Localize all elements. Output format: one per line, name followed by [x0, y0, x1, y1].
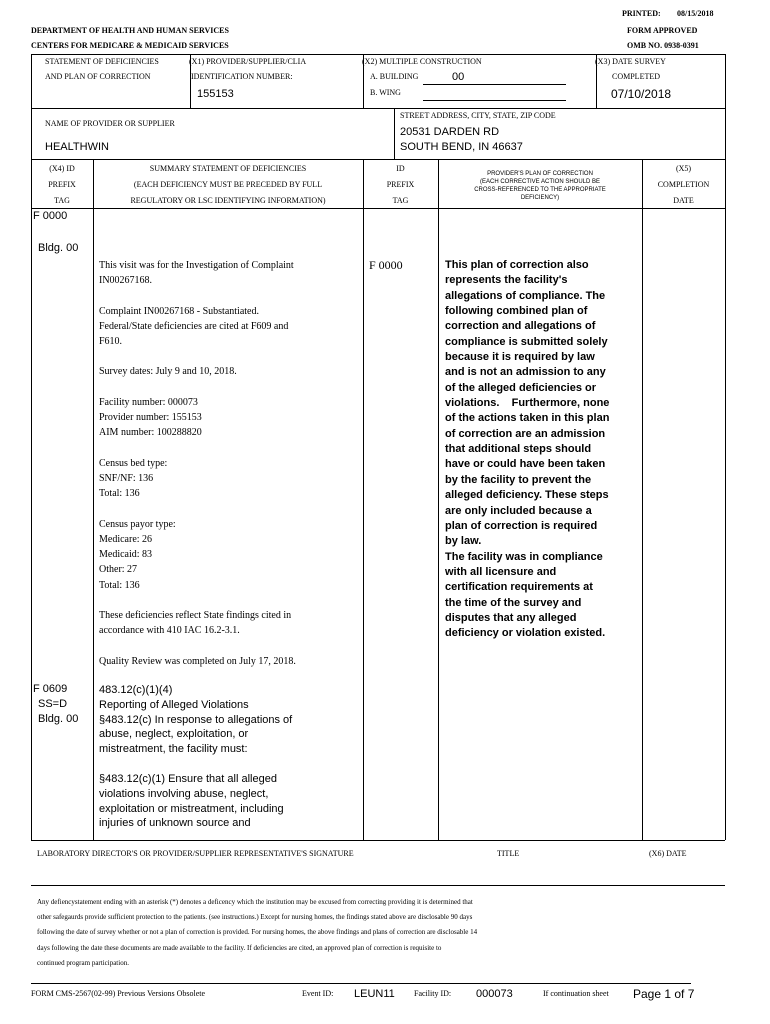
department-name: DEPARTMENT OF HEALTH AND HUMAN SERVICES: [31, 26, 229, 35]
address-line-1: 20531 DARDEN RD: [400, 126, 500, 138]
centers-name: CENTERS FOR MEDICARE & MEDICAID SERVICES: [31, 41, 229, 50]
rule: [642, 159, 643, 840]
f609-line: injuries of unknown source and: [99, 817, 251, 830]
poc-header-4: DEFICIENCY): [520, 195, 560, 201]
summary-line: Census payor type:: [99, 518, 176, 530]
poc-line: of the actions taken in this plan: [445, 412, 610, 425]
x3-label-2: COMPLETED: [612, 72, 660, 81]
statement-label-1: STATEMENT OF DEFICIENCIES: [45, 57, 159, 66]
summary-line: Provider number: 155153: [99, 412, 202, 424]
event-id-label: Event ID:: [302, 989, 334, 998]
summary-line: Survey dates: July 9 and 10, 2018.: [99, 366, 237, 378]
signature-label: LABORATORY DIRECTOR'S OR PROVIDER/SUPPLIER REPRESENTATIVE'S SIGNATURE: [37, 849, 354, 858]
f609-line: Reporting of Alleged Violations: [99, 698, 249, 711]
f609-line: mistreatment, the facility must:: [99, 743, 248, 756]
printed-date: 08/15/2018: [677, 9, 714, 18]
address-label: STREET ADDRESS, CITY, STATE, ZIP CODE: [400, 111, 556, 120]
summary-header-1: SUMMARY STATEMENT OF DEFICIENCIES: [149, 164, 307, 173]
x1-label-2: IDENTIFICATION NUMBER:: [191, 72, 293, 81]
f609-line: violations involving abuse, neglect,: [99, 787, 269, 800]
disclaimer-line: following the date of survey whether or not a plan of correction is provided. For nursing homes, the above findings and plans of correction are disclosable 14: [37, 928, 478, 937]
x5-header-3: DATE: [673, 196, 694, 205]
poc-line: plan of correction is required: [445, 519, 598, 532]
poc-line: by law.: [445, 535, 482, 548]
poc-line: and is not an admission to any: [445, 366, 606, 379]
summary-line: AIM number: 100288820: [99, 427, 202, 439]
f609-line: exploitation or mistreatment, including: [99, 802, 284, 815]
x2-label: (X2) MULTIPLE CONSTRUCTION: [362, 57, 482, 66]
x3-label-1: (X3) DATE SURVEY: [595, 57, 666, 66]
summary-line: SNF/NF: 136: [99, 472, 154, 484]
event-id-value: LEUN11: [354, 988, 395, 1000]
x4-header-1: (X4) ID: [49, 164, 75, 173]
summary-line: Quality Review was completed on July 17, 2018.: [99, 655, 296, 667]
x4-header-2: PREFIX: [48, 180, 76, 189]
facility-id-value: 000073: [476, 988, 513, 1000]
poc-line: disputes that any alleged: [445, 611, 577, 624]
tag-f0000: F 0000: [33, 210, 68, 222]
facility-id-label: Facility ID:: [414, 989, 452, 998]
summary-line: Census bed type:: [99, 457, 168, 469]
x5-header-1: (X5): [675, 164, 692, 173]
f609-line: §483.12(c)(1) Ensure that all alleged: [99, 772, 277, 785]
summary-line: IN00267168.: [99, 275, 153, 287]
poc-line: that additional steps should: [445, 443, 592, 456]
poc-block: [445, 258, 609, 642]
tag-bldg-2: Bldg. 00: [38, 713, 79, 725]
poc-header-3: CROSS-REFERENCED TO THE APPROPRIATE: [474, 187, 606, 193]
x6-date-label: (X6) DATE: [649, 849, 687, 858]
summary-line: accordance with 410 IAC 16.2-3.1.: [99, 625, 240, 637]
rule: [31, 885, 725, 886]
poc-line: by the facility to prevent the: [445, 473, 592, 486]
poc-header-2: (EACH CORRECTIVE ACTION SHOULD BE: [479, 179, 601, 185]
survey-date-value: 07/10/2018: [611, 87, 672, 101]
tag-ss: SS=D: [38, 698, 68, 710]
summary-line: Total: 136: [99, 579, 140, 591]
summary-line: This visit was for the Investigation of Complaint: [99, 260, 294, 271]
rule: [363, 159, 364, 840]
poc-line: alleged deficiency. These steps: [445, 489, 609, 502]
rule: [31, 208, 725, 209]
summary-line: These deficiencies reflect State findings cited in: [99, 610, 292, 622]
summary-line: Total: 136: [99, 488, 140, 500]
summary-line: Federal/State deficiencies are cited at F609 and: [99, 320, 289, 332]
disclaimer-line: continued program participation.: [37, 958, 129, 967]
poc-line: have or could have been taken: [445, 458, 606, 471]
form-number: FORM CMS-2567(02-99) Previous Versions Obsolete: [31, 989, 206, 998]
poc-line: violations. Furthermore, none: [445, 397, 610, 410]
rule: [31, 840, 725, 841]
rule: [394, 108, 395, 160]
f609-line: abuse, neglect, exploitation, or: [99, 728, 249, 741]
building-underline: [423, 84, 566, 85]
summary-header-3: REGULATORY OR LSC IDENTIFYING INFORMATION): [130, 196, 326, 205]
summary-line: Other: 27: [99, 564, 138, 576]
disclaimer-line: other safegaurds provide sufficient protection to the patients. (see instructions.) Except for nursing homes, the findings stated above are disclosable 90 days: [37, 913, 473, 922]
poc-header-1: PROVIDER'S PLAN OF CORRECTION: [487, 171, 593, 177]
poc-line: following combined plan of: [445, 305, 588, 318]
f609-line: §483.12(c) In response to allegations of: [99, 713, 293, 726]
id-prefix-f0000: F 0000: [369, 258, 403, 272]
omb-number: OMB NO. 0938-0391: [627, 41, 699, 50]
title-label: TITLE: [497, 849, 520, 858]
summary-line: Complaint IN00267168 - Substantiated.: [99, 305, 259, 317]
poc-line: The facility was in compliance: [445, 550, 603, 563]
rule: [31, 159, 725, 160]
disclaimer-line: Any defiencystatement ending with an asterisk (*) denotes a deficency which the institution may be excused from correcting providing it is determined that: [37, 898, 473, 906]
rule: [31, 159, 32, 840]
poc-line: of the alleged deficiencies or: [445, 381, 596, 394]
poc-line: are only included because a: [445, 504, 592, 517]
rule: [725, 159, 726, 840]
tag-bldg-1: Bldg. 00: [38, 242, 79, 254]
f609-block: [99, 683, 292, 831]
x4-header-3: TAG: [54, 196, 70, 205]
poc-line: allegations of compliance. The: [445, 289, 606, 302]
statement-label-2: AND PLAN OF CORRECTION: [45, 72, 151, 81]
tag-f0609: F 0609: [33, 683, 68, 695]
building-label: A. BUILDING: [370, 72, 419, 81]
poc-line: with all licensure and: [445, 565, 557, 578]
id-header-2: PREFIX: [386, 180, 415, 189]
poc-line: deficiency or violation existed.: [445, 627, 606, 640]
building-value: 00: [452, 71, 465, 83]
rule: [438, 159, 439, 840]
provider-id-value: 155153: [197, 88, 234, 100]
disclaimer-block: [37, 895, 477, 971]
x1-label-1: (X1) PROVIDER/SUPPLIER/CLIA: [189, 57, 307, 66]
poc-line: correction and allegations of: [445, 320, 596, 333]
id-header-3: TAG: [392, 196, 409, 205]
poc-line: of correction are an admission: [445, 427, 606, 440]
rule: [93, 159, 94, 840]
poc-line: This plan of correction also: [445, 259, 589, 271]
f609-line: 483.12(c)(1)(4): [99, 684, 173, 696]
summary-header-2: (EACH DEFICIENCY MUST BE PRECEDED BY FULL: [133, 180, 323, 189]
poc-line: because it is required by law: [445, 351, 595, 364]
continuation-label: If continuation sheet: [543, 989, 609, 998]
printed-label: PRINTED:: [622, 9, 661, 18]
page-number: Page 1 of 7: [633, 987, 695, 1001]
rule: [31, 983, 691, 984]
poc-line: certification requirements at: [445, 581, 593, 594]
summary-block: [99, 258, 296, 669]
summary-line: F610.: [99, 336, 123, 348]
provider-name-value: HEALTHWIN: [45, 141, 109, 153]
id-header-1: ID: [396, 164, 405, 173]
poc-line: represents the facility's: [445, 274, 568, 287]
wing-underline: [423, 100, 566, 101]
summary-line: Medicaid: 83: [99, 549, 153, 561]
poc-line: compliance is submitted solely: [445, 335, 608, 348]
rule: [725, 54, 726, 160]
x5-header-2: COMPLETION: [657, 180, 710, 189]
poc-line: the time of the survey and: [445, 596, 582, 609]
summary-line: Facility number: 000073: [99, 396, 198, 408]
wing-label: B. WING: [370, 88, 401, 97]
rule: [31, 54, 725, 55]
provider-name-label: NAME OF PROVIDER OR SUPPLIER: [45, 119, 175, 128]
address-line-2: SOUTH BEND, IN 46637: [400, 141, 523, 153]
rule: [31, 108, 725, 109]
rule: [31, 54, 32, 160]
summary-line: Medicare: 26: [99, 533, 153, 545]
form-approved: FORM APPROVED: [627, 26, 698, 35]
disclaimer-line: days following the date these documents are made available to the facility. If deficiencies are cited, an approved plan of correction is requisite to: [37, 943, 442, 952]
